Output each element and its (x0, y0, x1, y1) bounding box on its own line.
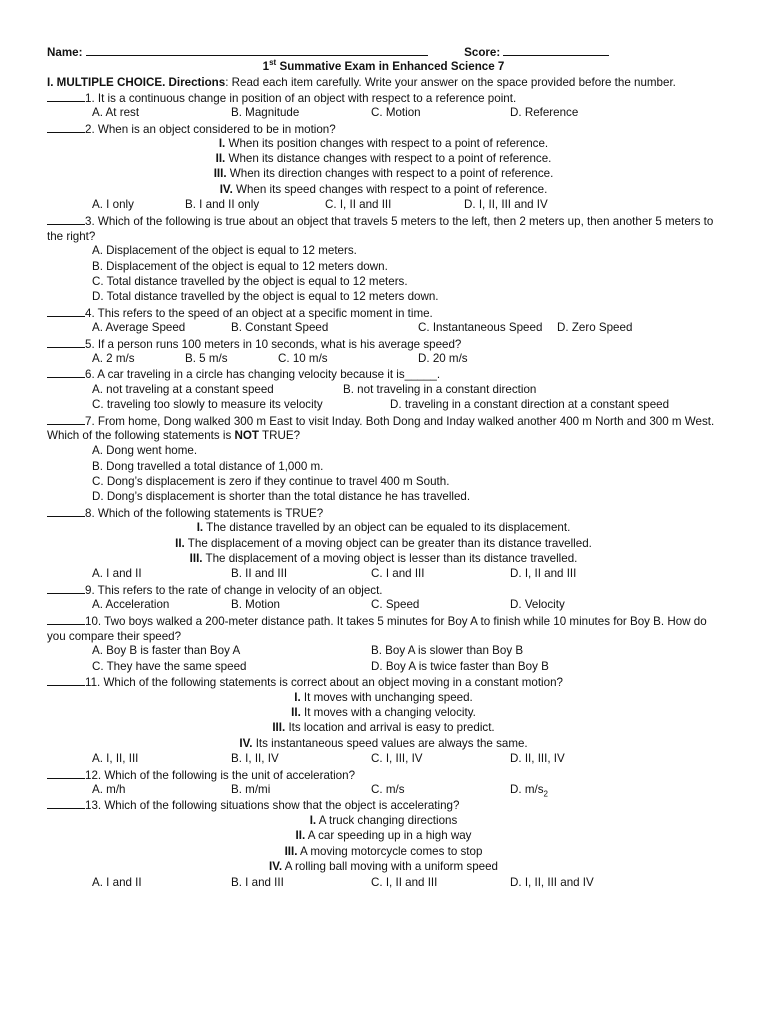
question-9 (47, 582, 720, 598)
question-text: 9. This refers to the rate of change in velocity of an object. (85, 584, 383, 597)
section-directions (47, 75, 720, 90)
q7-option-a: A. Dong went home. (92, 444, 198, 457)
name-label: Name: (47, 46, 83, 59)
q9-option-d: D. Velocity (510, 598, 565, 611)
roman-numeral: I. (218, 137, 226, 150)
answer-blank-9[interactable] (47, 582, 85, 594)
question-text: 10. Two boys walked a 200-meter distance path. It takes 5 minutes for Boy A to finish while 10 minutes for Boy B. How do you compare their speed? (47, 615, 707, 644)
q2-statement-2 (47, 151, 720, 166)
question-text: 1. It is a continuous change in position of an object with respect to a reference point. (85, 92, 517, 105)
q6-option-b: B. not traveling in a constant direction (343, 383, 537, 396)
question-12 (47, 767, 720, 783)
question-11 (47, 674, 720, 690)
roman-numeral: I. (294, 691, 301, 704)
q13-statement-3 (47, 844, 720, 859)
question-text: 3. Which of the following is true about an object that travels 5 meters to the left, then 2 meters up, then another 5 meters to the right? (47, 215, 714, 244)
q6-option-d: D. traveling in a constant direction at a constant speed (390, 398, 670, 411)
q11-statement-1 (47, 690, 720, 705)
statement-text: Its location and arrival is easy to predict. (285, 721, 495, 734)
q7-option-d: D. Dong’s displacement is shorter than the total distance he has travelled. (92, 490, 471, 503)
emphasis-not: NOT (234, 429, 259, 442)
q8-option-a: A. I and II (92, 567, 142, 580)
question-10 (47, 613, 720, 645)
answer-blank-4[interactable] (47, 305, 85, 317)
question-text: Which of the following statements is (47, 429, 235, 442)
q10-option-c: C. They have the same speed (92, 660, 247, 673)
q11-option-c: C. I, III, IV (371, 752, 423, 765)
answer-blank-7[interactable] (47, 413, 85, 425)
statement-text: When its speed changes with respect to a point of reference. (232, 183, 548, 196)
q11-option-b: B. I, II, IV (231, 752, 279, 765)
question-text: 4. This refers to the speed of an object at a specific moment in time. (85, 307, 433, 320)
question-text: 2. When is an object considered to be in motion? (85, 123, 336, 136)
answer-blank-5[interactable] (47, 336, 85, 348)
exponent: 2 (543, 789, 548, 799)
question-4 (47, 305, 720, 321)
question-3 (47, 213, 720, 245)
q10-option-b: B. Boy A is slower than Boy B (371, 644, 524, 657)
q3-option-c: C. Total distance travelled by the object is equal to 12 meters. (92, 275, 408, 288)
roman-numeral: I. (309, 814, 317, 827)
roman-numeral: III. (284, 845, 298, 858)
q11-statement-3 (47, 720, 720, 735)
statement-text: The displacement of a moving object is lesser than its distance travelled. (202, 552, 578, 565)
q12-option-c: C. m/s (371, 783, 405, 796)
title-superscript: st (269, 58, 277, 68)
question-text: 12. Which of the following is the unit of acceleration? (85, 769, 356, 782)
q2-option-c: C. I, II and III (325, 198, 392, 211)
roman-numeral: III. (189, 552, 203, 565)
answer-blank-6[interactable] (47, 366, 85, 378)
question-7 (47, 413, 720, 429)
q10-option-d: D. Boy A is twice faster than Boy B (371, 660, 549, 673)
q8-option-c: C. I and III (371, 567, 425, 580)
q8-option-b: B. II and III (231, 567, 288, 580)
q13-option-a: A. I and II (92, 876, 142, 889)
q9-option-a: A. Acceleration (92, 598, 170, 611)
q5-option-c: C. 10 m/s (278, 352, 328, 365)
answer-blank-13[interactable] (47, 797, 85, 809)
q7-option-b: B. Dong travelled a total distance of 1,000 m. (92, 460, 324, 473)
statement-text: It moves with unchanging speed. (300, 691, 473, 704)
question-13 (47, 797, 720, 813)
statement-text: When its distance changes with respect to a point of reference. (225, 152, 552, 165)
q1-option-b: B. Magnitude (231, 106, 300, 119)
q2-option-b: B. I and II only (185, 198, 260, 211)
q8-statement-2 (47, 536, 720, 551)
statement-text: The displacement of a moving object can be greater than its distance travelled. (184, 537, 592, 550)
q9-option-b: B. Motion (231, 598, 280, 611)
answer-blank-10[interactable] (47, 613, 85, 625)
q13-option-c: C. I, II and III (371, 876, 438, 889)
answer-blank-1[interactable] (47, 90, 85, 102)
roman-numeral: III. (213, 167, 227, 180)
question-text: TRUE? (259, 429, 301, 442)
question-text: 6. A car traveling in a circle has changing velocity because it is_____. (85, 368, 441, 381)
answer-blank-11[interactable] (47, 674, 85, 686)
question-text: 11. Which of the following statements is correct about an object moving in a constant motion? (85, 676, 563, 689)
q1-option-a: A. At rest (92, 106, 140, 119)
roman-numeral: IV. (239, 737, 253, 750)
q6-option-a: A. not traveling at a constant speed (92, 383, 274, 396)
q13-option-b: B. I and III (231, 876, 284, 889)
question-1 (47, 90, 720, 106)
q2-option-d: D. I, II, III and IV (464, 198, 548, 211)
q8-statement-1 (47, 520, 720, 535)
q2-statement-3 (47, 166, 720, 181)
question-text: 8. Which of the following statements is TRUE? (85, 507, 324, 520)
q8-statement-3 (47, 551, 720, 566)
q13-statement-1 (47, 813, 720, 828)
statement-text: The distance travelled by an object can be equaled to its displacement. (203, 521, 571, 534)
statement-text: A truck changing directions (316, 814, 458, 827)
q5-option-a: A. 2 m/s (92, 352, 135, 365)
q11-statement-4 (47, 736, 720, 751)
option-text: D. m/s (510, 783, 544, 796)
q6-option-c: C. traveling too slowly to measure its velocity (92, 398, 323, 411)
statement-text: When its position changes with respect to a point of reference. (225, 137, 549, 150)
statement-text: Its instantaneous speed values are always the same. (252, 737, 528, 750)
q7-option-c: C. Dong’s displacement is zero if they continue to travel 400 m South. (92, 475, 450, 488)
header-row (47, 44, 720, 60)
q11-statement-2 (47, 705, 720, 720)
q3-option-a: A. Displacement of the object is equal to 12 meters. (92, 244, 357, 257)
section-heading: I. MULTIPLE CHOICE. Directions (47, 76, 226, 89)
q4-option-d: D. Zero Speed (557, 321, 633, 334)
answer-blank-12[interactable] (47, 767, 85, 779)
roman-numeral: I. (196, 521, 204, 534)
q2-option-a: A. I only (92, 198, 134, 211)
exam-title (47, 59, 720, 74)
title-text: Summative Exam in Enhanced Science 7 (276, 60, 505, 73)
q5-option-d: D. 20 m/s (418, 352, 468, 365)
question-5 (47, 336, 720, 352)
q3-option-d: D. Total distance travelled by the object is equal to 12 meters down. (92, 290, 439, 303)
roman-numeral: II. (175, 537, 185, 550)
roman-numeral: IV. (219, 183, 233, 196)
q1-option-c: C. Motion (371, 106, 421, 119)
q12-option-a: A. m/h (92, 783, 126, 796)
q4-option-c: C. Instantaneous Speed (418, 321, 543, 334)
q4-option-a: A. Average Speed (92, 321, 186, 334)
q8-option-d: D. I, II and III (510, 567, 577, 580)
question-7-line-2 (47, 428, 720, 443)
q2-statement-1 (47, 136, 720, 151)
statement-text: A rolling ball moving with a uniform speed (282, 860, 498, 873)
q13-statement-4 (47, 859, 720, 874)
q12-option-b: B. m/mi (231, 783, 271, 796)
q9-option-c: C. Speed (371, 598, 420, 611)
q1-option-d: D. Reference (510, 106, 579, 119)
answer-blank-3[interactable] (47, 213, 85, 225)
q5-option-b: B. 5 m/s (185, 352, 228, 365)
q2-statement-4 (47, 182, 720, 197)
question-text: 7. From home, Dong walked 300 m East to visit Inday. Both Dong and Inday walked another 400 m North and 300 m West. (85, 415, 715, 428)
statement-text: A car speeding up in a high way (305, 829, 472, 842)
q13-option-d: D. I, II, III and IV (510, 876, 594, 889)
question-2 (47, 121, 720, 137)
roman-numeral: II. (291, 706, 301, 719)
question-text: 5. If a person runs 100 meters in 10 seconds, what is his average speed? (85, 338, 462, 351)
title-number: 1 (262, 60, 270, 73)
score-label: Score: (464, 46, 501, 59)
q3-option-b: B. Displacement of the object is equal to 12 meters down. (92, 260, 388, 273)
section-instructions: : Read each item carefully. Write your answer on the space provided before the number. (225, 76, 676, 89)
q13-statement-2 (47, 828, 720, 843)
statement-text: When its direction changes with respect to a point of reference. (226, 167, 554, 180)
q10-option-a: A. Boy B is faster than Boy A (92, 644, 241, 657)
answer-blank-8[interactable] (47, 505, 85, 517)
statement-text: A moving motorcycle comes to stop (297, 845, 483, 858)
question-8 (47, 505, 720, 521)
roman-numeral: IV. (268, 860, 283, 873)
roman-numeral: III. (272, 721, 286, 734)
statement-text: It moves with a changing velocity. (300, 706, 476, 719)
question-text: 13. Which of the following situations show that the object is accelerating? (85, 799, 460, 812)
q11-option-a: A. I, II, III (92, 752, 139, 765)
roman-numeral: II. (215, 152, 226, 165)
roman-numeral: II. (295, 829, 306, 842)
score-blank[interactable] (503, 44, 609, 56)
name-blank[interactable] (86, 44, 428, 56)
q4-option-b: B. Constant Speed (231, 321, 329, 334)
answer-blank-2[interactable] (47, 121, 85, 133)
q11-option-d: D. II, III, IV (510, 752, 565, 765)
question-6 (47, 366, 720, 382)
